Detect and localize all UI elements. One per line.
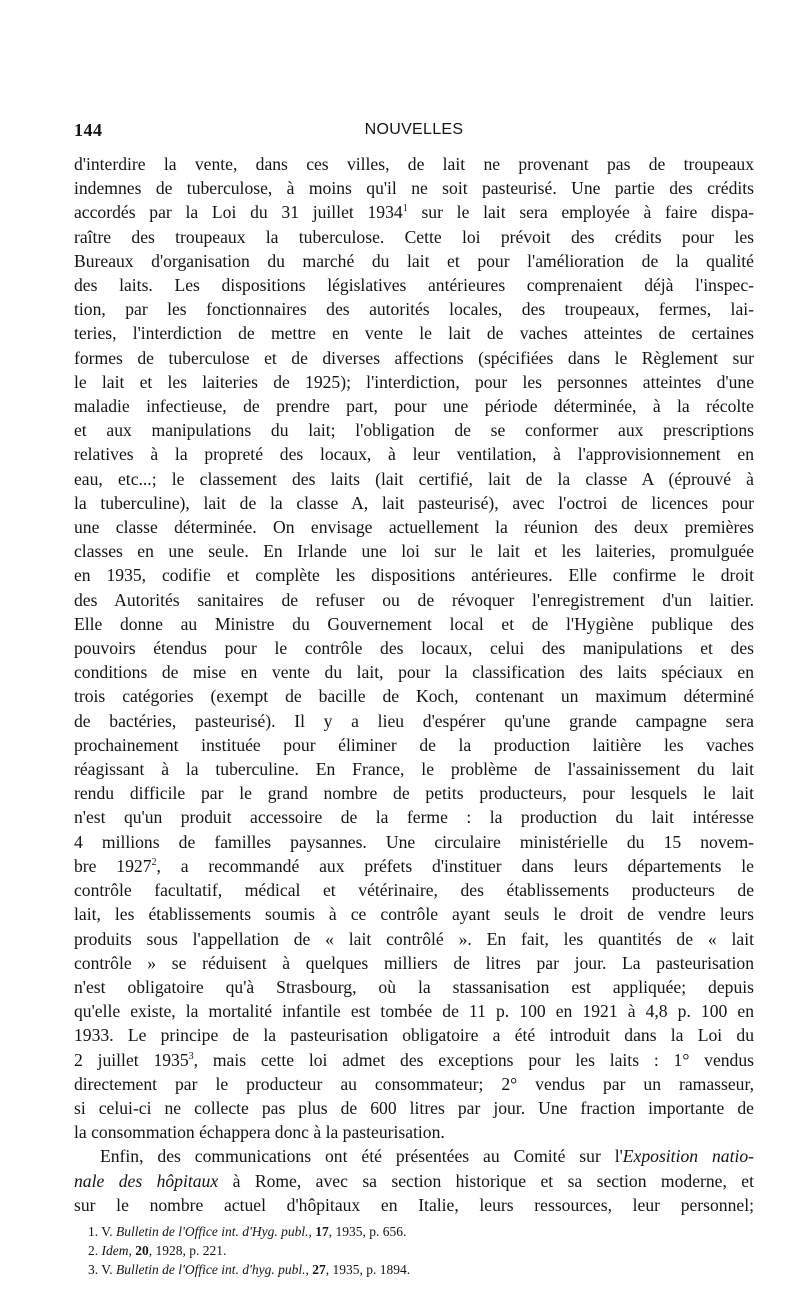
text-segment: , mais cette loi admet des exceptions pour les laits : 1° vendus [193,1049,755,1070]
footnote-ref-1: 1 [402,203,408,215]
text-line: rendu difficile par le grand nombre de petits producteurs, pour lesquels le lait [74,783,754,804]
text-line: de bactéries, pasteurisé). Il y a lieu d'espérer qu'une grande campagne sera [74,710,754,731]
text-line: contrôle » se réduisent à quelques milliers de litres par jour. La pasteurisation [74,952,754,973]
footnote-3: 3. V. Bulletin de l'Office int. d'hyg. publ., 27, 1935, p. 1894. [88,1262,411,1277]
footnote-number: 3. [88,1262,99,1277]
italic-title: nale des hôpitaux [74,1170,219,1191]
text-line: tion, par les fonctionnaires des autorités locales, des troupeaux, fermes, lai- [74,299,754,320]
text-segment: accordés par la Loi du 31 juillet 1934 [74,202,403,223]
text-line: contrôle facultatif, médical et vétérinaire, des établissements producteurs de [74,880,754,901]
text-line: directement par le producteur au consommateur; 2° vendus par un ramasseur, [74,1073,754,1094]
text-line: la tuberculine), lait de la classe A, lait pasteurisé), avec l'octroi de licences pour [74,492,754,513]
footnote-title: Bulletin de l'Office int. d'hyg. publ. [116,1262,306,1277]
footnote-prefix: V. [98,1262,117,1277]
text-line: Bureaux d'organisation du marché du lait et pour l'amélioration de la qualité [74,250,754,271]
text-line: 1933. Le principe de la pasteurisation obligatoire a été introduit dans la Loi du [74,1025,754,1046]
footnote-volume: 27 [312,1262,326,1277]
text-segment: Enfin, des communications ont été présentées au Comité sur l' [100,1146,623,1167]
text-line: teries, l'interdiction de mettre en vente le lait de vaches atteintes de certaines [74,323,754,344]
text-line: n'est qu'un produit accessoire de la ferme : la production du lait intéresse [74,807,754,828]
text-line: Elle donne au Ministre du Gouvernement local et de l'Hygiène publique des [74,613,754,634]
text-line: le lait et les laiteries de 1925); l'interdiction, pour les personnes atteintes d'une [74,371,754,392]
text-line: produits sous l'appellation de « lait contrôlé ». En fait, les quantités de « lait [74,928,754,949]
text-line: des laits. Les dispositions législatives antérieures comprenaient déjà l'inspec- [74,275,754,296]
text-line [74,854,754,878]
text-segment: sur le lait sera employée à faire dispa- [407,202,754,223]
text-line: eau, etc...; le classement des laits (lait certifié, lait de la classe A (éprouvé à [74,468,754,489]
footnote-volume: 20 [135,1243,149,1258]
text-line: raître des troupeaux la tuberculose. Cette loi prévoit des crédits pour les [74,226,754,247]
text-segment: 2 juillet 1935 [74,1049,189,1070]
paragraph-1 [74,152,754,1144]
text-line: pouvoirs étendus pour le contrôle des locaux, celui des manipulations et des [74,638,754,659]
text-line: qu'elle existe, la mortalité infantile est tombée de 11 p. 100 en 1921 à 4,8 p. 100 en [74,1001,754,1022]
text-line: en 1935, codifie et complète les dispositions antérieures. Elle confirme le droit [74,565,754,586]
text-line: réagissant à la tuberculine. En France, le problème de l'assainissement du lait [74,759,754,780]
text-line: une classe déterminée. On envisage actuellement la réunion des deux premières [74,517,754,538]
footnotes [74,1222,754,1279]
footnote-volume: 17 [315,1224,329,1239]
page-header [74,120,754,146]
text-line: lait, les établissements soumis à ce contrôle ayant seuls le droit de vendre leurs [74,904,754,925]
footnote-rest: , 1935, p. 656. [328,1224,407,1239]
text-line: classes en une seule. En Irlande une loi sur le lait et les laiteries, promulguée [74,541,754,562]
text-line: maladie infectieuse, de prendre part, pour une période déterminée, à la récolte [74,396,754,417]
text-line [74,1048,754,1072]
text-segment: , a recommandé aux préfets d'instituer dans leurs départements le [156,855,754,876]
text-line: si celui-ci ne collecte pas plus de 600 litres par jour. Une fraction importante de [74,1097,754,1118]
text-line: relatives à la propreté des locaux, à leur ventilation, à l'approvisionnement en [74,444,754,465]
text-segment: à Rome, avec sa section historique et sa section moderne, et [218,1170,754,1191]
text-line: indemnes de tuberculose, à moins qu'il ne soit pasteurisé. Une partie des crédits [74,178,754,199]
footnote-number: 1. [88,1224,99,1239]
footnote-rest: , 1928, p. 221. [148,1243,227,1258]
footnote-1: 1. V. Bulletin de l'Office int. d'Hyg. publ., 17, 1935, p. 656. [88,1224,407,1239]
text-line [74,1169,754,1193]
footnote-prefix: V. [98,1224,117,1239]
footnote-2: 2. Idem, 20, 1928, p. 221. [88,1243,227,1258]
footnote-number: 2. [88,1243,99,1258]
footnote-rest: , 1935, p. 1894. [325,1262,411,1277]
footnote-title: Idem [101,1243,129,1258]
body-text [74,152,754,1217]
footnote-title: Bulletin de l'Office int. d'Hyg. publ. [116,1224,309,1239]
text-line: formes de tuberculose et de diverses affections (spécifiées dans le Règlement sur [74,347,754,368]
text-line: n'est obligatoire qu'à Strasbourg, où la stassanisation est appliquée; depuis [74,976,754,997]
running-title: NOUVELLES [364,121,464,138]
text-line: des Autorités sanitaires de refuser ou de révoquer l'enregistrement d'un laitier. [74,589,754,610]
text-line: sur le nombre actuel d'hôpitaux en Italie, leurs ressources, leur personnel; [74,1194,754,1215]
text-segment: bre 1927 [74,855,152,876]
text-line: conditions de mise en vente du lait, pour la classification des laits spéciaux en [74,662,754,683]
text-line [74,1144,754,1168]
footnote-ref-3: 3 [188,1050,194,1062]
text-line: trois catégories (exempt de bacille de Koch, contenant un maximum déterminé [74,686,754,707]
page-number: 144 [74,120,103,140]
text-line: 4 millions de familles paysannes. Une circulaire ministérielle du 15 novem- [74,831,754,852]
text-line [74,200,754,224]
footnote-ref-2: 2 [151,857,157,869]
text-line: et aux manipulations du lait; l'obligation de se conformer aux prescriptions [74,420,754,441]
paragraph-2 [74,1144,754,1217]
text-line: la consommation échappera donc à la pasteurisation. [74,1122,445,1143]
text-line: prochainement instituée pour éliminer de la production laitière les vaches [74,734,754,755]
text-line: d'interdire la vente, dans ces villes, de lait ne provenant pas de troupeaux [74,154,754,174]
italic-title: Exposition natio- [622,1146,755,1167]
